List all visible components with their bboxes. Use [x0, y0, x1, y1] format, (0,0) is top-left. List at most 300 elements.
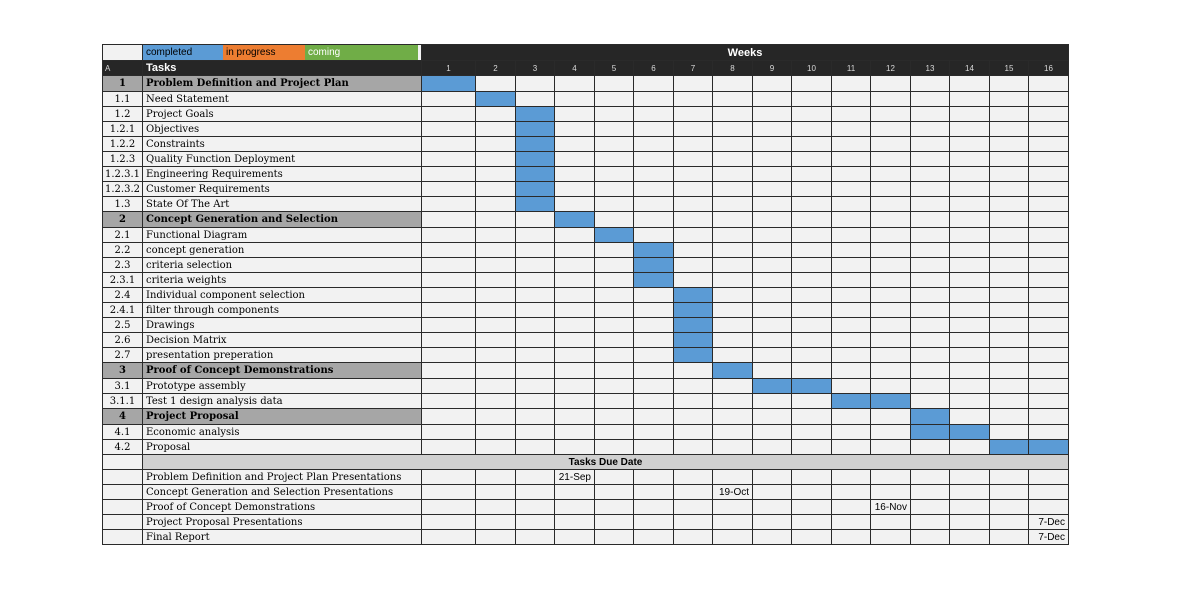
gantt-cell [674, 394, 713, 409]
gantt-cell [476, 515, 516, 530]
task-row [103, 122, 1069, 137]
gantt-cell [911, 197, 950, 212]
task-row [103, 137, 1069, 152]
task-number: 2.5 [103, 318, 143, 333]
gantt-cell [990, 258, 1029, 273]
gantt-cell [555, 167, 595, 182]
gantt-cell [555, 363, 595, 379]
gantt-cell [634, 152, 674, 167]
week-header-13: 13 [911, 61, 950, 76]
gantt-cell [753, 76, 792, 92]
task-name: Need Statement [143, 92, 422, 107]
task-name: Project Goals [143, 107, 422, 122]
gantt-cell [950, 258, 990, 273]
gantt-cell [871, 212, 911, 228]
gantt-cell [753, 530, 792, 545]
gantt-cell [911, 348, 950, 363]
gantt-cell [634, 107, 674, 122]
task-name: criteria selection [143, 258, 422, 273]
gantt-bar [516, 137, 555, 152]
gantt-cell [753, 318, 792, 333]
gantt-cell [792, 182, 832, 197]
gantt-cell [950, 485, 990, 500]
task-name: Test 1 design analysis data [143, 394, 422, 409]
gantt-bar [950, 425, 990, 440]
gantt-cell [871, 197, 911, 212]
gantt-cell [911, 167, 950, 182]
due-date-header-row [103, 455, 1069, 470]
gantt-cell [713, 333, 753, 348]
gantt-cell [1029, 152, 1069, 167]
gantt-cell [753, 228, 792, 243]
due-date-value: 7-Dec [1029, 530, 1069, 545]
gantt-cell [792, 470, 832, 485]
due-blank [103, 500, 143, 515]
gantt-cell [871, 152, 911, 167]
header-row [103, 61, 1069, 76]
gantt-cell [753, 197, 792, 212]
task-row [103, 379, 1069, 394]
gantt-cell [950, 122, 990, 137]
gantt-cell [871, 530, 911, 545]
gantt-cell [555, 318, 595, 333]
task-row [103, 182, 1069, 197]
gantt-cell [595, 363, 634, 379]
gantt-cell [990, 167, 1029, 182]
task-number: 1.2.3.1 [103, 167, 143, 182]
due-date-value: 19-Oct [713, 485, 753, 500]
gantt-cell [871, 243, 911, 258]
gantt-cell [422, 333, 476, 348]
gantt-cell [792, 92, 832, 107]
gantt-cell [634, 288, 674, 303]
week-header-16: 16 [1029, 61, 1069, 76]
gantt-cell [871, 515, 911, 530]
gantt-cell [753, 470, 792, 485]
gantt-cell [753, 440, 792, 455]
week-header-5: 5 [595, 61, 634, 76]
gantt-cell [911, 182, 950, 197]
gantt-cell [476, 197, 516, 212]
gantt-cell [1029, 228, 1069, 243]
gantt-cell [753, 288, 792, 303]
gantt-cell [674, 530, 713, 545]
gantt-cell [990, 530, 1029, 545]
due-date-row [103, 470, 1069, 485]
gantt-cell [753, 122, 792, 137]
gantt-cell [832, 137, 871, 152]
gantt-cell [1029, 258, 1069, 273]
gantt-bar [674, 288, 713, 303]
gantt-cell [713, 228, 753, 243]
gantt-cell [674, 258, 713, 273]
gantt-cell [832, 197, 871, 212]
gantt-cell [792, 530, 832, 545]
task-number: 2.2 [103, 243, 143, 258]
gantt-cell [422, 258, 476, 273]
gantt-cell [595, 167, 634, 182]
gantt-cell [422, 107, 476, 122]
gantt-cell [595, 409, 634, 425]
gantt-cell [950, 530, 990, 545]
gantt-cell [713, 530, 753, 545]
gantt-cell [832, 228, 871, 243]
gantt-cell [713, 167, 753, 182]
gantt-cell [555, 107, 595, 122]
gantt-cell [871, 137, 911, 152]
gantt-cell [792, 440, 832, 455]
gantt-cell [595, 425, 634, 440]
gantt-cell [832, 530, 871, 545]
gantt-cell [422, 303, 476, 318]
gantt-cell [832, 515, 871, 530]
gantt-bar [871, 394, 911, 409]
task-name: Constraints [143, 137, 422, 152]
gantt-cell [555, 76, 595, 92]
gantt-cell [990, 500, 1029, 515]
gantt-cell [595, 258, 634, 273]
gantt-cell [713, 197, 753, 212]
task-name: Proof of Concept Demonstrations [143, 363, 422, 379]
gantt-cell [713, 409, 753, 425]
gantt-cell [595, 333, 634, 348]
gantt-cell [911, 530, 950, 545]
gantt-cell [555, 394, 595, 409]
gantt-cell [516, 409, 555, 425]
gantt-cell [832, 500, 871, 515]
gantt-cell [911, 470, 950, 485]
gantt-cell [1029, 485, 1069, 500]
gantt-cell [871, 318, 911, 333]
gantt-cell [950, 76, 990, 92]
gantt-cell [516, 348, 555, 363]
gantt-cell [950, 288, 990, 303]
gantt-cell [990, 182, 1029, 197]
gantt-cell [516, 470, 555, 485]
gantt-cell [555, 348, 595, 363]
week-header-11: 11 [832, 61, 871, 76]
gantt-cell [713, 152, 753, 167]
task-name: Customer Requirements [143, 182, 422, 197]
gantt-cell [595, 485, 634, 500]
gantt-cell [990, 288, 1029, 303]
task-number: 2.3.1 [103, 273, 143, 288]
gantt-cell [1029, 167, 1069, 182]
section-row [103, 212, 1069, 228]
gantt-cell [674, 485, 713, 500]
gantt-cell [1029, 379, 1069, 394]
gantt-cell [634, 394, 674, 409]
gantt-cell [990, 485, 1029, 500]
gantt-cell [516, 440, 555, 455]
gantt-cell [911, 228, 950, 243]
week-header-1: 1 [422, 61, 476, 76]
gantt-cell [674, 515, 713, 530]
gantt-cell [832, 258, 871, 273]
gantt-cell [422, 363, 476, 379]
task-name: State Of The Art [143, 197, 422, 212]
gantt-cell [595, 500, 634, 515]
gantt-cell [753, 137, 792, 152]
gantt-cell [950, 500, 990, 515]
gantt-cell [713, 500, 753, 515]
gantt-cell [753, 394, 792, 409]
gantt-cell [595, 348, 634, 363]
gantt-cell [476, 137, 516, 152]
gantt-cell [871, 348, 911, 363]
gantt-cell [555, 303, 595, 318]
gantt-cell [555, 152, 595, 167]
weeks-title: Weeks [422, 45, 1069, 61]
gantt-cell [634, 318, 674, 333]
due-date-title: Tasks Due Date [143, 455, 1069, 470]
gantt-cell [476, 122, 516, 137]
task-name: Functional Diagram [143, 228, 422, 243]
due-item-name: Concept Generation and Selection Presentations [143, 485, 422, 500]
gantt-cell [422, 182, 476, 197]
gantt-cell [634, 197, 674, 212]
gantt-bar [476, 92, 516, 107]
gantt-cell [1029, 363, 1069, 379]
gantt-cell [871, 363, 911, 379]
gantt-cell [832, 107, 871, 122]
gantt-cell [1029, 409, 1069, 425]
gantt-cell [792, 348, 832, 363]
gantt-cell [792, 212, 832, 228]
gantt-cell [911, 152, 950, 167]
gantt-cell [555, 92, 595, 107]
gantt-cell [634, 303, 674, 318]
gantt-cell [674, 167, 713, 182]
gantt-bar [634, 273, 674, 288]
gantt-cell [1029, 500, 1069, 515]
gantt-cell [950, 363, 990, 379]
gantt-cell [516, 92, 555, 107]
gantt-cell [595, 243, 634, 258]
column-a-header: A [103, 61, 143, 76]
gantt-cell [832, 363, 871, 379]
gantt-cell [422, 137, 476, 152]
gantt-cell [634, 440, 674, 455]
gantt-cell [476, 379, 516, 394]
gantt-cell [950, 470, 990, 485]
gantt-cell [753, 212, 792, 228]
gantt-cell [555, 258, 595, 273]
gantt-cell [1029, 122, 1069, 137]
gantt-cell [871, 228, 911, 243]
gantt-cell [595, 303, 634, 318]
gantt-cell [422, 394, 476, 409]
gantt-cell [990, 318, 1029, 333]
gantt-bar [832, 394, 871, 409]
task-number: 2.1 [103, 228, 143, 243]
task-name: Objectives [143, 122, 422, 137]
gantt-cell [990, 76, 1029, 92]
gantt-cell [753, 409, 792, 425]
gantt-cell [713, 258, 753, 273]
gantt-cell [595, 122, 634, 137]
gantt-cell [990, 197, 1029, 212]
gantt-cell [950, 228, 990, 243]
gantt-cell [595, 182, 634, 197]
task-row [103, 92, 1069, 107]
gantt-cell [1029, 303, 1069, 318]
gantt-bar [911, 425, 950, 440]
gantt-cell [713, 243, 753, 258]
gantt-cell [753, 152, 792, 167]
gantt-cell [990, 228, 1029, 243]
gantt-cell [476, 152, 516, 167]
gantt-cell [595, 92, 634, 107]
gantt-cell [713, 212, 753, 228]
task-name: Project Proposal [143, 409, 422, 425]
due-item-name: Proof of Concept Demonstrations [143, 500, 422, 515]
gantt-cell [422, 348, 476, 363]
gantt-cell [516, 379, 555, 394]
gantt-cell [422, 500, 476, 515]
gantt-cell [832, 470, 871, 485]
gantt-cell [990, 379, 1029, 394]
gantt-cell [832, 243, 871, 258]
gantt-cell [832, 409, 871, 425]
gantt-cell [422, 197, 476, 212]
task-number: 2.4.1 [103, 303, 143, 318]
gantt-cell [674, 425, 713, 440]
gantt-bar [753, 379, 792, 394]
task-row [103, 425, 1069, 440]
week-header-14: 14 [950, 61, 990, 76]
gantt-cell [1029, 137, 1069, 152]
gantt-cell [753, 167, 792, 182]
gantt-cell [792, 425, 832, 440]
gantt-bar [1029, 440, 1069, 455]
gantt-cell [516, 318, 555, 333]
gantt-cell [422, 288, 476, 303]
gantt-cell [674, 137, 713, 152]
gantt-cell [422, 515, 476, 530]
gantt-cell [1029, 394, 1069, 409]
gantt-cell [595, 273, 634, 288]
gantt-cell [753, 182, 792, 197]
gantt-cell [950, 348, 990, 363]
gantt-cell [871, 122, 911, 137]
gantt-cell [595, 288, 634, 303]
gantt-cell [476, 228, 516, 243]
due-blank [103, 470, 143, 485]
due-date-value: 7-Dec [1029, 515, 1069, 530]
gantt-cell [476, 530, 516, 545]
task-number: 1.3 [103, 197, 143, 212]
gantt-cell [555, 333, 595, 348]
gantt-cell [871, 182, 911, 197]
gantt-cell [595, 318, 634, 333]
gantt-cell [911, 363, 950, 379]
gantt-cell [516, 228, 555, 243]
gantt-cell [634, 182, 674, 197]
section-row [103, 363, 1069, 379]
gantt-cell [950, 197, 990, 212]
gantt-cell [753, 485, 792, 500]
gantt-cell [990, 363, 1029, 379]
due-date-row [103, 530, 1069, 545]
gantt-bar [674, 303, 713, 318]
gantt-cell [516, 500, 555, 515]
gantt-cell [832, 440, 871, 455]
gantt-cell [1029, 318, 1069, 333]
gantt-cell [1029, 470, 1069, 485]
task-row [103, 440, 1069, 455]
task-row [103, 107, 1069, 122]
due-item-name: Final Report [143, 530, 422, 545]
gantt-cell [911, 92, 950, 107]
gantt-cell [634, 363, 674, 379]
gantt-cell [871, 76, 911, 92]
task-number: 1.2.2 [103, 137, 143, 152]
gantt-cell [674, 228, 713, 243]
task-number: 1.2 [103, 107, 143, 122]
gantt-cell [634, 167, 674, 182]
gantt-cell [990, 303, 1029, 318]
gantt-cell [911, 273, 950, 288]
gantt-cell [1029, 182, 1069, 197]
task-number: 1 [103, 76, 143, 92]
gantt-cell [422, 212, 476, 228]
gantt-cell [555, 182, 595, 197]
gantt-cell [832, 273, 871, 288]
section-row [103, 409, 1069, 425]
gantt-bar [516, 182, 555, 197]
legend [143, 45, 422, 61]
gantt-cell [674, 107, 713, 122]
gantt-cell [516, 530, 555, 545]
gantt-cell [516, 273, 555, 288]
gantt-cell [555, 530, 595, 545]
gantt-cell [911, 303, 950, 318]
gantt-cell [1029, 243, 1069, 258]
due-blank [103, 485, 143, 500]
gantt-cell [871, 288, 911, 303]
gantt-cell [832, 122, 871, 137]
gantt-bar [792, 379, 832, 394]
task-number: 1.2.1 [103, 122, 143, 137]
gantt-cell [950, 137, 990, 152]
gantt-cell [1029, 425, 1069, 440]
gantt-cell [555, 485, 595, 500]
gantt-cell [713, 303, 753, 318]
gantt-cell [634, 485, 674, 500]
gantt-cell [713, 318, 753, 333]
task-number: 1.2.3.2 [103, 182, 143, 197]
gantt-cell [595, 107, 634, 122]
gantt-cell [990, 348, 1029, 363]
gantt-cell [422, 530, 476, 545]
gantt-cell [1029, 92, 1069, 107]
gantt-cell [555, 122, 595, 137]
gantt-cell [422, 152, 476, 167]
gantt-cell [950, 409, 990, 425]
gantt-cell [555, 440, 595, 455]
gantt-cell [476, 425, 516, 440]
gantt-cell [832, 167, 871, 182]
due-date-row [103, 515, 1069, 530]
gantt-cell [753, 333, 792, 348]
gantt-cell [476, 318, 516, 333]
task-name: concept generation [143, 243, 422, 258]
gantt-bar [634, 258, 674, 273]
gantt-bar [634, 243, 674, 258]
gantt-cell [555, 273, 595, 288]
gantt-cell [990, 212, 1029, 228]
